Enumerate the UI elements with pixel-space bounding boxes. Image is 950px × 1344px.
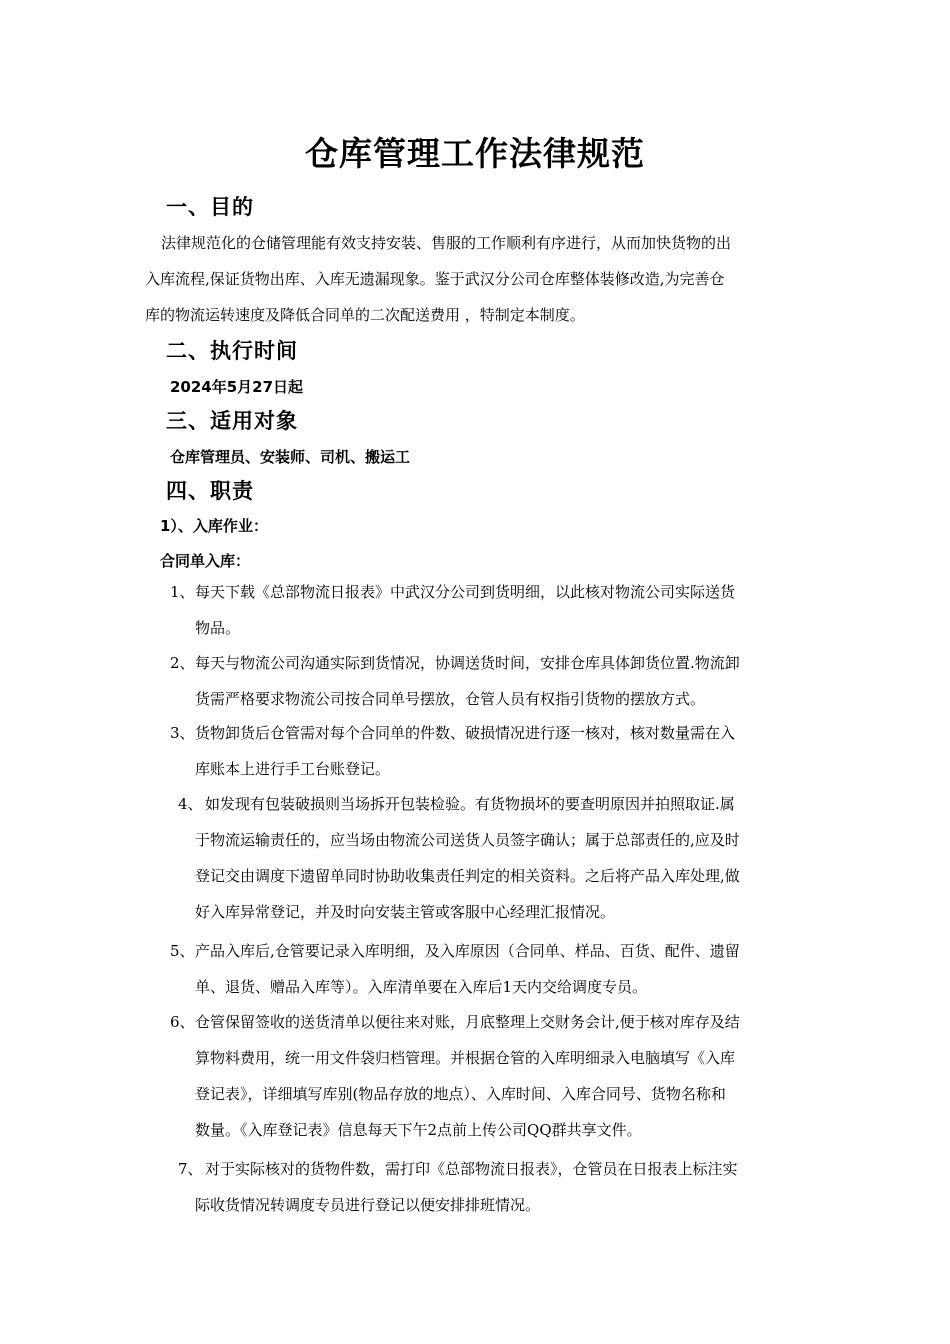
item-line: 如发现有包装破损则当场拆开包装检验。有货物损坏的要查明原因并拍照取证.属 [205,795,735,813]
item-line: 登记交由调度下遗留单同时协助收集责任判定的相关资料。之后将产品入库处理,做 [195,867,740,885]
item-line: 货物卸货后仓管需对每个合同单的件数、破损情况进行逐一核对，核对数量需在入 [195,724,736,742]
item-text [195,1151,810,1223]
item-line: 产品入库后,仓管要记录入库明细，及入库原因（合同单、样品、百货、配件、遗留 [195,942,740,960]
effective-date: 2024年5月27日起 [170,378,304,396]
item-number: 2、 [170,654,195,672]
item-line: 库账本上进行手工台账登记。 [195,760,391,778]
item-line: 每天下载《总部物流日报表》中武汉分公司到货明细，以此核对物流公司实际送货 [195,583,736,601]
item-line: 单、退货、赠品入库等）。入库清单要在入库后1天内交给调度专员。 [195,978,648,996]
item-text [195,1004,810,1148]
heading-purpose: 一、目的 [166,195,254,219]
purpose-line: 入库流程,保证货物出库、入库无遗漏现象。鉴于武汉分公司仓库整体装修改造,为完善仓 [145,270,725,288]
item-text [195,786,810,930]
item-text [195,933,810,1005]
item-line: 货需严格要求物流公司按合同单号摆放，仓管人员有权指引货物的摆放方式。 [195,690,706,708]
item-line: 际收货情况转调度专员进行登记以便安排排班情况。 [195,1196,541,1214]
item-number: 5、 [170,942,195,960]
heading-duties: 四、职责 [166,479,254,503]
item-line: 数量。《入库登记表》信息每天下午2点前上传公司QQ群共享文件。 [195,1121,642,1139]
purpose-paragraph [145,225,810,333]
list-item [0,1151,950,1223]
list-item [0,933,950,1005]
item-text [195,574,810,646]
item-line: 登记表》，详细填写库别(物品存放的地点）、入库时间、入库合同号、货物名称和 [195,1085,726,1103]
item-number: 7、 [178,1160,203,1178]
subheading-contract-inbound: 合同单入库： [160,552,251,570]
item-number: 1、 [170,583,195,601]
list-item [0,786,950,930]
purpose-line: 库的物流运转速度及降低合同单的二次配送费用 ，特制定本制度。 [145,306,585,324]
item-line: 于物流运输责任的，应当场由物流公司送货人员签字确认；属于总部责任的,应及时 [195,831,740,849]
heading-time: 二、执行时间 [166,339,298,363]
list-item [0,715,950,787]
document-title: 仓库管理工作法律规范 [305,134,645,173]
subheading-inbound: 1）、入库作业： [160,517,268,535]
list-item [0,1004,950,1148]
item-line: 算物料费用，统一用文件袋归档管理。并根据仓管的入库明细录入电脑填写《入库 [195,1049,736,1067]
item-text [195,645,810,717]
item-text [195,715,810,787]
list-item [0,574,950,646]
item-number: 4、 [178,795,203,813]
item-line: 好入库异常登记，并及时向安装主管或客服中心经理汇报情况。 [195,903,616,921]
target-roles: 仓库管理员、安装师、司机、搬运工 [170,448,411,466]
item-number: 6、 [170,1013,195,1031]
item-line: 物品。 [195,619,241,637]
item-line: 每天与物流公司沟通实际到货情况，协调送货时间，安排仓库具体卸货位置.物流卸 [195,654,740,672]
item-line: 仓管保留签收的送货清单以便往来对账，月底整理上交财务会计,便于核对库存及结 [195,1013,740,1031]
item-number: 3、 [170,724,195,742]
list-item [0,645,950,717]
purpose-line: 法律规范化的仓储管理能有效支持安装、售服的工作顺利有序进行，从而加快货物的出 [161,234,732,252]
heading-target: 三、适用对象 [166,409,298,433]
item-line: 对于实际核对的货物件数，需打印《总部物流日报表》，仓管员在日报表上标注实 [205,1160,738,1178]
